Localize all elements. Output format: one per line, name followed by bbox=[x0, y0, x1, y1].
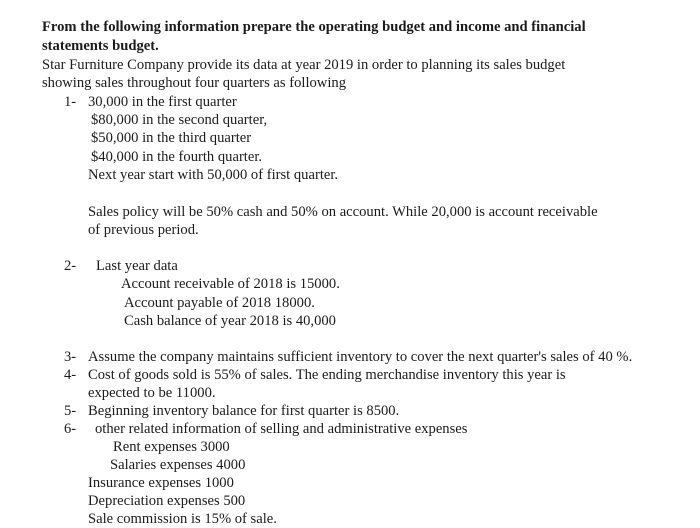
heading-line-1: From the following information prepare the operating budget and income and financial bbox=[42, 19, 586, 35]
sales-policy-line-2: of previous period. bbox=[88, 222, 199, 238]
list-item-text: Cost of goods sold is 55% of sales. The ending merchandise inventory this year is bbox=[88, 367, 566, 383]
expense-line: Salaries expenses 4000 bbox=[110, 457, 246, 473]
list-item-text: Beginning inventory balance for first quarter is 8500. bbox=[88, 403, 400, 419]
heading-line-2: statements budget. bbox=[42, 38, 159, 54]
list-item-6 bbox=[64, 420, 467, 438]
sales-policy-line-1: Sales policy will be 50% cash and 50% on account. While 20,000 is account receivable bbox=[88, 204, 598, 220]
intro-line-1: Star Furniture Company provide its data at year 2019 in order to planning its sales budget bbox=[42, 57, 566, 73]
list-item-text: Account receivable of 2018 is 15000. bbox=[121, 276, 340, 292]
list-item-text: $50,000 in the third quarter bbox=[91, 130, 252, 146]
list-item-number: 1- bbox=[64, 94, 77, 110]
list-item-text: Cash balance of year 2018 is 40,000 bbox=[124, 313, 336, 329]
list-item-4 bbox=[64, 366, 566, 384]
list-item-number: 4- bbox=[64, 367, 77, 383]
expense-line: Sale commission is 15% of sale. bbox=[88, 511, 277, 527]
list-item-number: 5- bbox=[64, 403, 77, 419]
list-item-text: $80,000 in the second quarter, bbox=[91, 112, 268, 128]
expense-line: Insurance expenses 1000 bbox=[88, 475, 234, 491]
list-item-text: other related information of selling and administrative expenses bbox=[95, 421, 468, 437]
list-item-5 bbox=[64, 402, 399, 420]
list-item-text: Last year data bbox=[96, 258, 178, 274]
list-item-text: Assume the company maintains sufficient inventory to cover the next quarter's sales of 40 %. bbox=[88, 349, 633, 365]
list-item-2 bbox=[64, 257, 178, 275]
list-item-3 bbox=[64, 348, 632, 366]
expense-line: Depreciation expenses 500 bbox=[88, 493, 246, 509]
list-item-text: Account payable of 2018 18000. bbox=[124, 295, 315, 311]
list-item-number: 2- bbox=[64, 258, 77, 274]
list-item-number: 3- bbox=[64, 349, 77, 365]
list-item-number: 6- bbox=[64, 421, 77, 437]
expense-line: Rent expenses 3000 bbox=[113, 439, 230, 455]
list-item-text: Next year start with 50,000 of first quarter. bbox=[88, 167, 339, 183]
list-item-text: $40,000 in the fourth quarter. bbox=[91, 149, 263, 165]
intro-line-2: showing sales throughout four quarters as following bbox=[42, 75, 346, 91]
list-item-1 bbox=[64, 93, 237, 111]
list-item-text: expected to be 11000. bbox=[88, 385, 216, 401]
list-item-text: 30,000 in the first quarter bbox=[88, 94, 237, 110]
